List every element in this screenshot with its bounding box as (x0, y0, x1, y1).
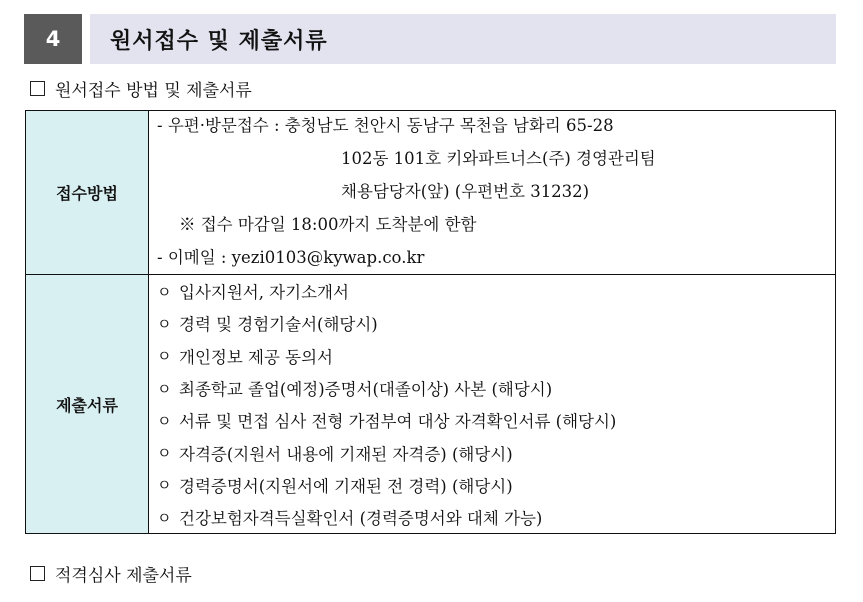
list-item (157, 501, 835, 533)
documents-label: 제출서류 (26, 275, 149, 534)
list-item (157, 469, 835, 501)
list-item-text: 자격증(지원서 내용에 기재된 자격증) (해당시) (179, 444, 513, 464)
bullet-icon: ㅇ (157, 508, 172, 527)
list-item-text: 최종학교 졸업(예정)증명서(대졸이상) 사본 (해당시) (179, 380, 553, 400)
bullet-icon: ㅇ (157, 347, 172, 366)
list-item-text: 건강보험자격득실확인서 (경력증명서와 대체 가능) (179, 509, 543, 529)
section-number: 4 (24, 14, 82, 64)
documents-table (25, 110, 836, 534)
list-item-text: 경력 및 경험기술서(해당시) (179, 315, 378, 335)
table-row (26, 275, 836, 534)
email-line: - 이메일 : yezi0103@kywap.co.kr (157, 248, 425, 267)
bullet-icon: ㅇ (157, 282, 172, 301)
documents-content (149, 275, 836, 534)
checkbox-icon (30, 566, 45, 581)
method-line: 102동 101호 키와파트너스(주) 경영관리팀 (341, 149, 656, 168)
method-line: 채용담당자(앞) (우편번호 31232) (341, 182, 590, 201)
list-item (157, 436, 835, 468)
method-line: - 우편·방문접수 : 충청남도 천안시 동남구 목천읍 남화리 65-28 (157, 116, 614, 135)
list-item (157, 307, 835, 339)
list-item (157, 275, 835, 307)
subsection-heading-2 (30, 561, 192, 586)
method-note: ※ 접수 마감일 18:00까지 도착분에 한함 (179, 215, 477, 234)
list-item-text: 입사지원서, 자기소개서 (179, 283, 349, 303)
bullet-icon: ㅇ (157, 314, 172, 333)
list-item-text: 개인정보 제공 동의서 (179, 347, 333, 367)
subsection-title: 적격심사 제출서류 (55, 566, 192, 586)
method-content (149, 111, 836, 275)
section-title: 원서접수 및 제출서류 (110, 28, 328, 54)
section-title-box (90, 14, 836, 64)
method-label: 접수방법 (26, 111, 149, 275)
list-item (157, 340, 835, 372)
bullet-icon: ㅇ (157, 476, 172, 495)
subsection-heading-1 (30, 76, 252, 101)
checkbox-icon (30, 81, 45, 96)
list-item (157, 404, 835, 436)
table-row (26, 111, 836, 275)
list-item-text: 서류 및 면접 심사 전형 가점부여 대상 자격확인서류 (해당시) (179, 412, 617, 432)
list-item-text: 경력증명서(지원서에 기재된 전 경력) (해당시) (179, 476, 513, 496)
subsection-title: 원서접수 방법 및 제출서류 (55, 81, 252, 101)
section-header (24, 14, 836, 64)
list-item (157, 372, 835, 404)
bullet-icon: ㅇ (157, 411, 172, 430)
bullet-icon: ㅇ (157, 379, 172, 398)
bullet-icon: ㅇ (157, 444, 172, 463)
